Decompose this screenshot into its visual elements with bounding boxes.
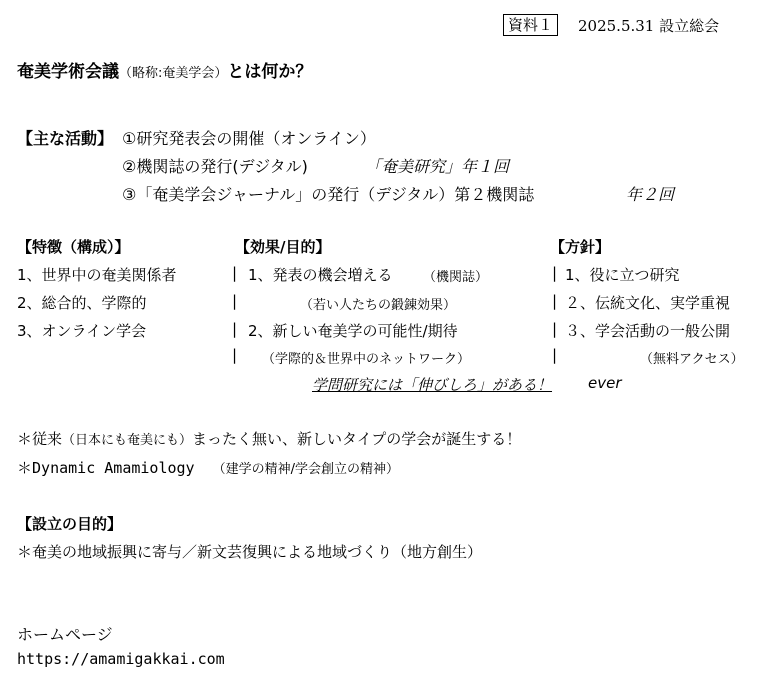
feature-row-3: 3、オンライン学会 xyxy=(17,322,147,340)
title-main: 奄美学術会議 xyxy=(17,62,119,82)
title-tail: とは何か？ xyxy=(227,62,313,82)
separator: | xyxy=(232,264,238,282)
activity-item-1: ①研究発表会の開催（オンライン） xyxy=(122,129,376,148)
feature-row-2: 2、総合的、学際的 xyxy=(17,294,147,312)
features-heading: 【特徴（構成）】 xyxy=(17,238,130,256)
separator: | xyxy=(232,292,238,310)
effects-heading: 【効果/目的】 xyxy=(235,238,331,256)
policy-row-4: （無料アクセス） xyxy=(640,352,744,367)
note-small: （建学の精神/学会創立の精神） xyxy=(212,462,399,477)
note-2 xyxy=(17,457,399,478)
note-rest: まったく無い、新しいタイプの学会が誕生する！ xyxy=(192,430,522,448)
document-label: 資料１ xyxy=(503,14,558,36)
activity-item-2: ②機関誌の発行(デジタル) xyxy=(122,157,308,176)
title-abbr: （略称:奄美学会） xyxy=(119,66,228,81)
activity-item-2-journal: 「奄美研究」年１回 xyxy=(365,157,510,176)
policy-row-2: ２、伝統文化、実学重視 xyxy=(565,294,731,312)
separator: | xyxy=(552,346,558,364)
note-small: （日本にも奄美にも） xyxy=(62,433,193,448)
policy-row-1: 1、役に立つ研究 xyxy=(565,266,680,284)
note-bullet: ＊ xyxy=(17,459,33,477)
purpose-text: ＊奄美の地域振興に寄与／新文芸復興による地域づくり（地方創生） xyxy=(17,543,483,561)
effect-row-4: （学際的＆世界中のネットワーク） xyxy=(262,352,471,367)
note-text: 従来 xyxy=(32,430,63,448)
separator: | xyxy=(552,264,558,282)
slogan: 学問研究には「伸びしろ」がある！ xyxy=(312,376,553,394)
note-text: Dynamic Amamiology xyxy=(32,459,195,477)
note-1 xyxy=(17,428,521,449)
activity-item-3-frequency: 年２回 xyxy=(626,185,675,204)
separator: | xyxy=(552,320,558,338)
separator: | xyxy=(232,320,238,338)
page-title xyxy=(17,57,312,82)
event-date: 2025.5.31 設立総会 xyxy=(578,17,720,35)
purpose-heading: 【設立の目的】 xyxy=(17,515,123,533)
separator: | xyxy=(232,346,238,364)
effect-row-1-note: （機関誌） xyxy=(423,270,489,285)
effect-row-1: 1、発表の機会増える xyxy=(248,266,393,284)
homepage-label: ホームページ xyxy=(17,625,113,644)
separator: | xyxy=(552,292,558,310)
note-bullet: ＊ xyxy=(17,430,33,448)
activity-item-3: ③「奄美学会ジャーナル」の発行（デジタル）第２機関誌 xyxy=(122,185,535,204)
activities-heading: 【主な活動】 xyxy=(17,129,114,148)
effect-row-2: （若い人たちの鍛錬効果） xyxy=(300,298,457,313)
slogan-tail: ever xyxy=(588,374,622,392)
policy-heading: 【方針】 xyxy=(550,238,611,256)
policy-row-3: ３、学会活動の一般公開 xyxy=(565,322,731,340)
effect-row-3: 2、新しい奄美学の可能性/期待 xyxy=(248,322,458,340)
homepage-url[interactable]: https://amamigakkai.com xyxy=(17,650,225,668)
feature-row-1: 1、世界中の奄美関係者 xyxy=(17,266,177,284)
